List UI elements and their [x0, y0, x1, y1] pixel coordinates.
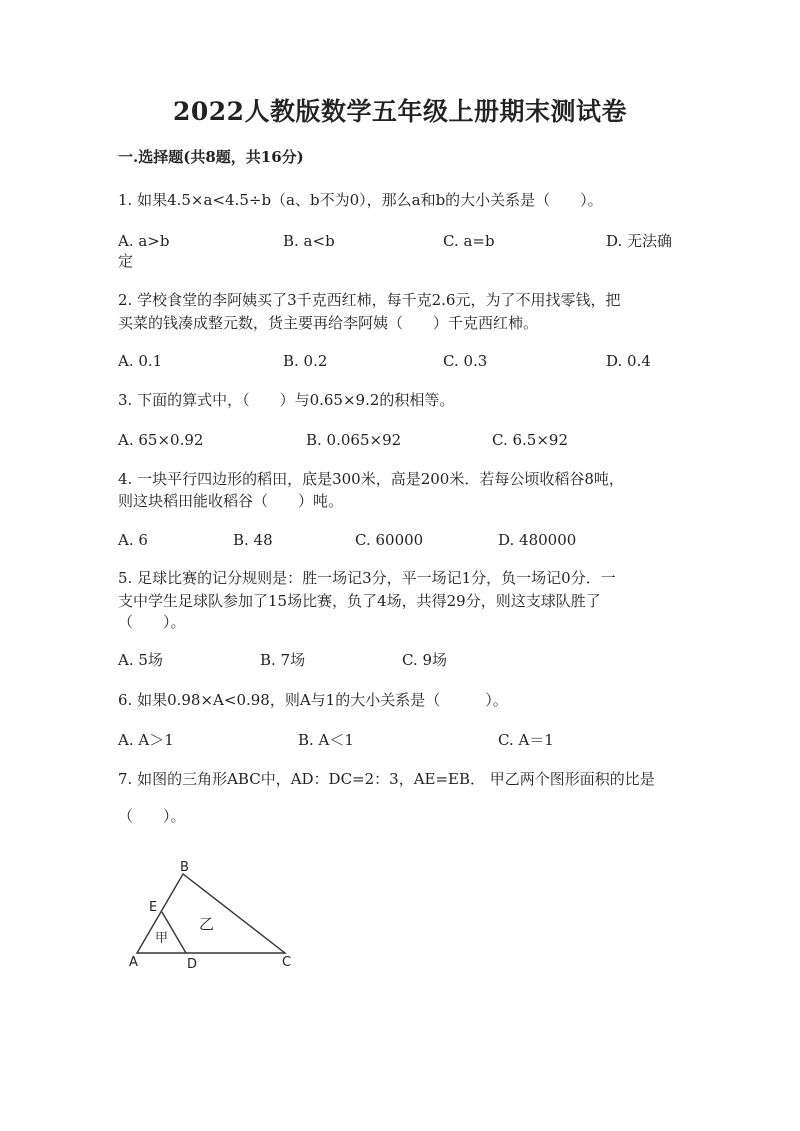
question-6-option-c: C. A＝1 — [498, 731, 554, 749]
question-7-stem-line-1: 7. 如图的三角形ABC中，AD：DC=2：3，AE=EB． 甲乙两个图形面积的比是 — [118, 770, 655, 788]
question-6-option-b: B. A＜1 — [298, 731, 354, 749]
question-5-option-a: A. 5场 — [118, 651, 163, 669]
question-2-option-a: A. 0.1 — [118, 352, 163, 370]
question-5-stem-line-2: 支中学生足球队参加了15场比赛，负了4场，共得29分，则这支球队胜了 — [118, 592, 601, 610]
question-4-option-d: D. 480000 — [498, 531, 577, 549]
question-3-option-a: A. 65×0.92 — [118, 431, 204, 449]
question-2-option-d: D. 0.4 — [606, 352, 651, 370]
question-2-stem-line-2: 买菜的钱凑成整元数，货主要再给李阿姨（ ）千克西红柿。 — [118, 314, 539, 332]
label-a: A — [129, 955, 138, 970]
question-3-stem: 3. 下面的算式中，（ ）与0.65×9.2的积相等。 — [118, 391, 455, 409]
label-e: E — [149, 900, 158, 915]
triangle-figure — [125, 855, 305, 975]
question-1-stem: 1. 如果4.5×a<4.5÷b（a、b不为0），那么a和b的大小关系是（ ）。 — [118, 191, 603, 209]
section-heading: 一.选择题(共8题，共16分) — [118, 148, 304, 166]
question-7-stem-line-2: （ ）。 — [118, 807, 186, 825]
question-6-stem: 6. 如果0.98×A<0.98，则A与1的大小关系是（ ）。 — [118, 691, 508, 709]
label-c: C — [282, 955, 292, 970]
question-2-option-c: C. 0.3 — [443, 352, 488, 370]
question-3-option-c: C. 6.5×92 — [492, 431, 568, 449]
question-5-stem-line-1: 5. 足球比赛的记分规则是：胜一场记3分，平一场记1分，负一场记0分．一 — [118, 569, 616, 587]
question-1-option-a: A. a>b — [118, 232, 170, 250]
question-4-option-a: A. 6 — [118, 531, 148, 549]
question-4-option-b: B. 48 — [233, 531, 273, 549]
question-5-stem-line-3: （ ）。 — [118, 613, 186, 631]
question-1-option-c: C. a=b — [443, 232, 495, 250]
question-1-option-d: D. 无法确 — [606, 232, 673, 250]
question-5-option-b: B. 7场 — [260, 651, 306, 669]
region-yi-label: 乙 — [199, 915, 215, 933]
question-5-option-c: C. 9场 — [402, 651, 448, 669]
question-6-option-a: A. A＞1 — [118, 731, 174, 749]
question-4-option-c: C. 60000 — [355, 531, 424, 549]
question-2-stem-line-1: 2. 学校食堂的李阿姨买了3千克西红柿，每千克2.6元，为了不用找零钱，把 — [118, 291, 621, 309]
page-title: 2022人教版数学五年级上册期末测试卷 — [172, 97, 628, 126]
label-b: B — [180, 860, 189, 875]
question-4-stem-line-1: 4. 一块平行四边形的稻田，底是300米，高是200米．若每公顷收稻谷8吨， — [118, 470, 624, 488]
region-jia-label: 甲 — [155, 931, 169, 946]
question-4-stem-line-2: 则这块稻田能收稻谷（ ）吨。 — [118, 492, 344, 510]
question-1-option-b: B. a<b — [283, 232, 335, 250]
question-1-option-d-wrap: 定 — [118, 252, 134, 270]
question-2-option-b: B. 0.2 — [283, 352, 328, 370]
label-d: D — [187, 957, 198, 972]
question-3-option-b: B. 0.065×92 — [306, 431, 402, 449]
